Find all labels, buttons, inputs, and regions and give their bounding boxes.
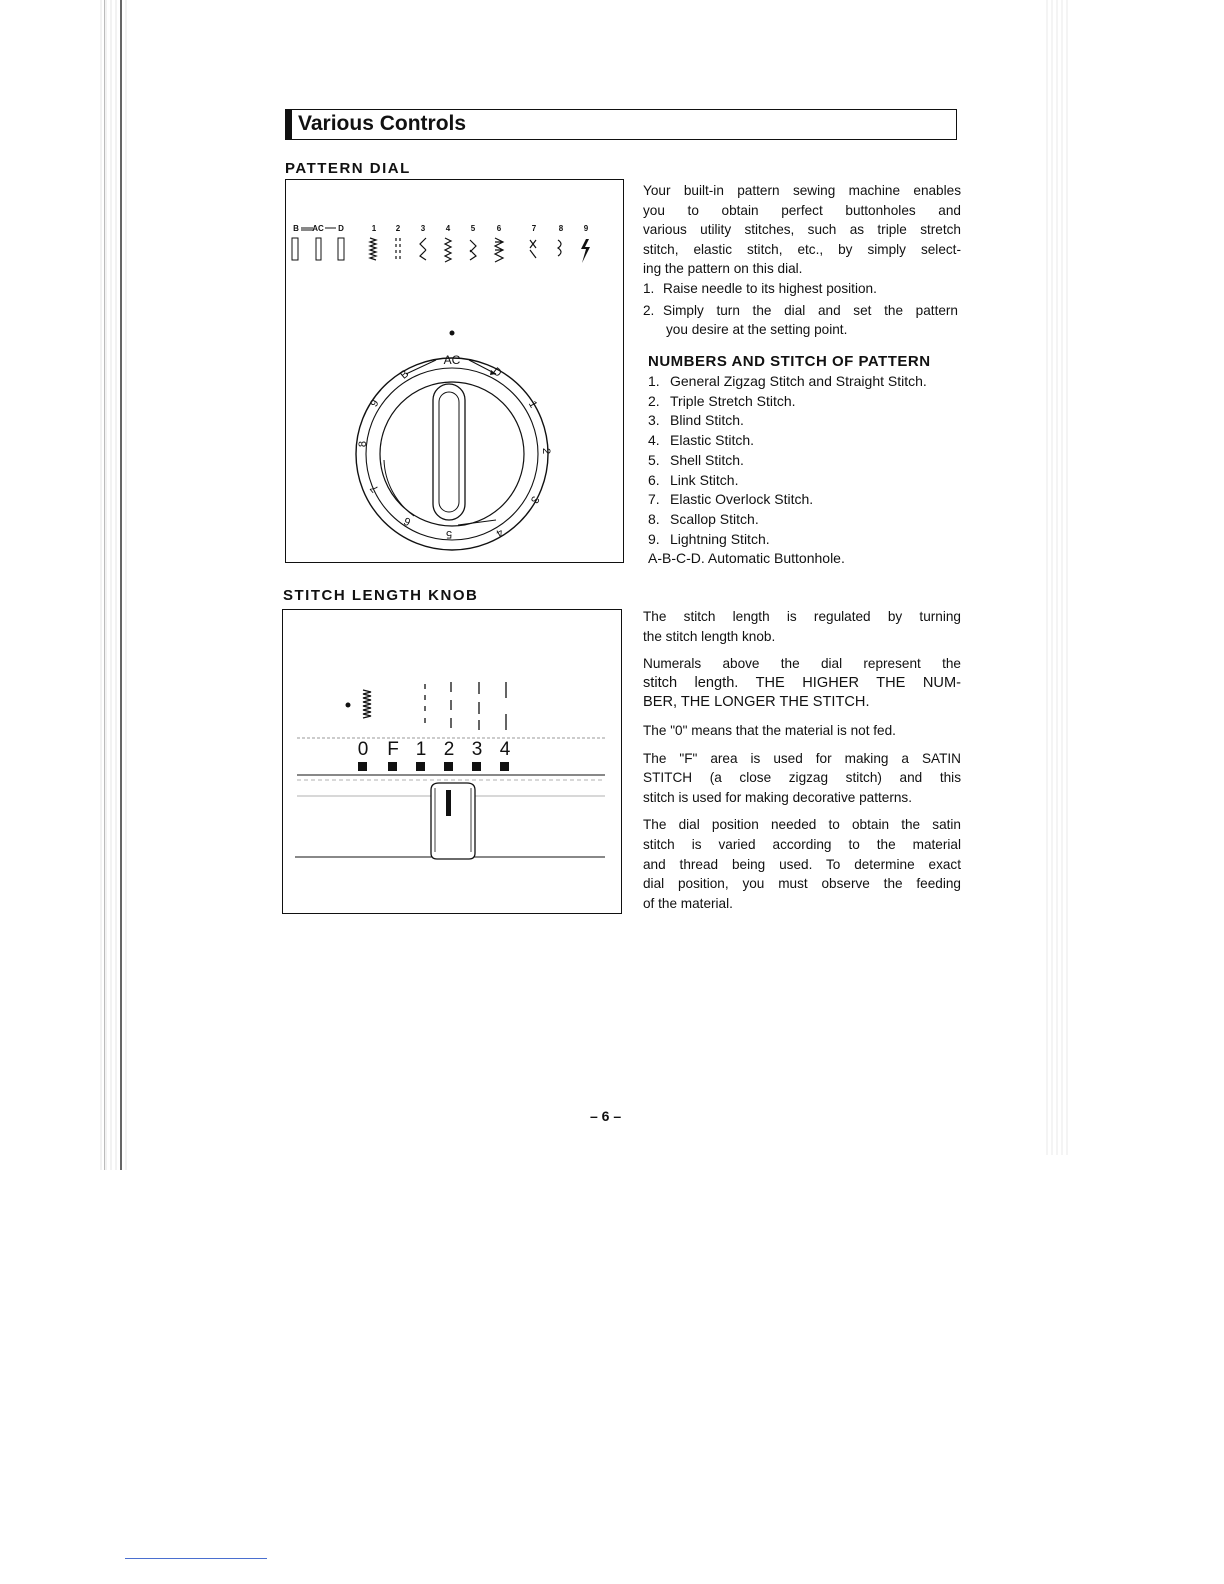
pattern-name: Elastic Overlock Stitch. — [670, 491, 814, 508]
pattern-number: 5. — [648, 451, 660, 468]
top-label-6: 6 — [496, 224, 502, 233]
paragraph-line: Numerals above the dial represent the — [643, 656, 961, 672]
overlock-stitch-icon — [530, 240, 536, 258]
pattern-number: 3. — [648, 412, 660, 429]
dial-label-d: D — [490, 365, 504, 380]
list-item — [648, 372, 927, 392]
link-stitch-icon — [495, 238, 503, 262]
blind-stitch-icon — [420, 238, 426, 260]
pattern-number: 6. — [648, 471, 660, 488]
right-binding-edge — [1046, 0, 1068, 1155]
zigzag-stitch-icon — [370, 238, 376, 260]
paragraph-line: The "0" means that the material is not fed. — [643, 722, 896, 738]
pattern-dial-illustration — [286, 180, 622, 561]
step-item — [643, 279, 961, 299]
paragraph-line: and thread being used. To determine exact — [643, 856, 961, 872]
page-title: Various Controls — [298, 112, 467, 135]
elastic-stitch-icon — [445, 238, 451, 262]
paragraph-line: stitch is varied according to the material — [643, 836, 961, 852]
top-label-2: 2 — [395, 224, 401, 233]
scallop-stitch-icon — [558, 240, 561, 256]
satin-stitch-icon — [363, 690, 371, 718]
step-text: Raise needle to its highest position. — [663, 280, 877, 296]
pattern-dial-heading: PATTERN DIAL — [285, 160, 411, 177]
dial-label-1: 1 — [525, 399, 540, 411]
step-number: 1. — [643, 280, 655, 296]
step-text: you desire at the setting point. — [666, 322, 848, 338]
paragraph-line: The stitch length is regulated by turning — [643, 609, 961, 624]
pattern-number: 2. — [648, 392, 660, 409]
step-text-block — [663, 301, 958, 340]
pattern-name: Scallop Stitch. — [670, 510, 759, 527]
section-header-box — [285, 109, 957, 140]
stitch-length-knob — [431, 783, 475, 859]
pattern-name: Blind Stitch. — [670, 412, 744, 429]
top-label-3: 3 — [420, 224, 426, 233]
top-label-4: 4 — [445, 224, 451, 233]
scale-label-3: 3 — [471, 739, 483, 760]
stitch-length-illustration — [283, 610, 620, 912]
pattern-dial-knob — [356, 358, 548, 550]
list-item — [648, 530, 927, 550]
scale-label-1: 1 — [415, 739, 427, 760]
buttonhole-note: A-B-C-D. Automatic Buttonhole. — [648, 550, 845, 567]
pattern-number: 4. — [648, 432, 660, 449]
triple-stretch-icon — [396, 238, 400, 259]
pattern-name: Triple Stretch Stitch. — [670, 392, 796, 409]
step-item — [643, 301, 961, 340]
scale-label-0: 0 — [357, 739, 369, 760]
setting-point-dot — [450, 331, 455, 336]
dial-label-8: 8 — [357, 440, 369, 448]
top-label-1: 1 — [371, 224, 377, 233]
bottom-rule — [125, 1558, 267, 1559]
pattern-number: 1. — [648, 373, 660, 389]
pattern-list — [648, 372, 927, 569]
top-label-9: 9 — [583, 224, 589, 233]
dial-label-b: B — [397, 367, 412, 382]
paragraph-line: of the material. — [643, 895, 733, 911]
top-label-ac: AC — [312, 224, 324, 233]
step-number: 2. — [643, 302, 655, 318]
list-item — [648, 392, 927, 412]
pattern-number: 9. — [648, 530, 660, 547]
top-label-8: 8 — [558, 224, 564, 233]
title-bar-marker — [286, 110, 292, 139]
pattern-name: Elastic Stitch. — [670, 432, 755, 449]
lightning-stitch-icon — [581, 239, 590, 263]
scale-label-4: 4 — [499, 739, 511, 760]
scale-label-2: 2 — [443, 739, 455, 760]
step-text: Simply turn the dial and set the pattern — [663, 302, 958, 318]
top-label-7: 7 — [531, 224, 537, 233]
list-item — [648, 510, 927, 530]
list-item — [648, 451, 927, 471]
paragraph-line: The "F" area is used for making a SATIN — [643, 750, 961, 766]
paragraph-line: stitch is used for making decorative patterns. — [643, 789, 912, 805]
stitch-length-heading: STITCH LENGTH KNOB — [283, 587, 479, 604]
dial-label-9: 9 — [368, 397, 382, 410]
scale-label-f: F — [387, 739, 399, 760]
dial-label-3: 3 — [527, 493, 542, 506]
list-item — [648, 431, 927, 451]
scale-markers — [358, 762, 509, 771]
intro-line: Your built-in pattern sewing machine enables — [643, 183, 961, 198]
intro-line: various utility stitches, such as triple stretch — [643, 222, 961, 238]
list-item — [648, 411, 927, 431]
list-item — [648, 490, 927, 510]
stitch-length-scale — [358, 739, 511, 760]
intro-line: ing the pattern on this dial. — [643, 261, 803, 277]
setting-point-dot — [346, 703, 351, 708]
stitch-icons — [370, 238, 561, 262]
dial-label-ac: AC — [443, 353, 461, 367]
dial-label-2: 2 — [540, 447, 552, 455]
pattern-number: 7. — [648, 491, 660, 508]
top-label-d: D — [338, 224, 344, 233]
dial-label-4: 4 — [493, 525, 506, 540]
stitch-length-marks — [425, 682, 506, 730]
paragraph-line: stitch length. THE HIGHER THE NUM- — [643, 674, 961, 691]
paragraph-line: the stitch length knob. — [643, 628, 776, 644]
paragraph-line: dial position, you must observe the feeding — [643, 876, 961, 892]
intro-line: stitch, elastic stitch, etc., by simply select- — [643, 241, 961, 257]
stitch-length-figure — [282, 609, 622, 914]
pattern-name: Lightning Stitch. — [670, 530, 770, 547]
pattern-name: Link Stitch. — [670, 471, 739, 488]
paragraph-line: The dial position needed to obtain the satin — [643, 817, 961, 833]
pattern-name: General Zigzag Stitch and Straight Stitch. — [670, 373, 927, 389]
top-label-5: 5 — [470, 224, 476, 233]
pattern-dial-figure — [285, 179, 624, 563]
numbers-and-stitch-heading: NUMBERS AND STITCH OF PATTERN — [648, 353, 931, 370]
pattern-number: 8. — [648, 510, 660, 527]
stitch-length-description — [643, 607, 961, 913]
dial-label-5: 5 — [445, 528, 453, 540]
page-number: – 6 – — [590, 1108, 622, 1124]
shell-stitch-icon — [470, 240, 476, 260]
paragraph-line: STITCH (a close zigzag stitch) and this — [643, 770, 961, 786]
intro-line: you to obtain perfect buttonholes and — [643, 202, 961, 218]
pattern-name: Shell Stitch. — [670, 451, 744, 468]
paragraph-line: BER, THE LONGER THE STITCH. — [643, 694, 870, 711]
list-item — [648, 471, 927, 491]
left-binding-edge — [100, 0, 128, 1170]
dial-label-6: 6 — [402, 514, 413, 528]
pattern-dial-description — [643, 181, 961, 340]
dial-label-7: 7 — [368, 482, 382, 495]
top-label-b: B — [293, 224, 299, 233]
